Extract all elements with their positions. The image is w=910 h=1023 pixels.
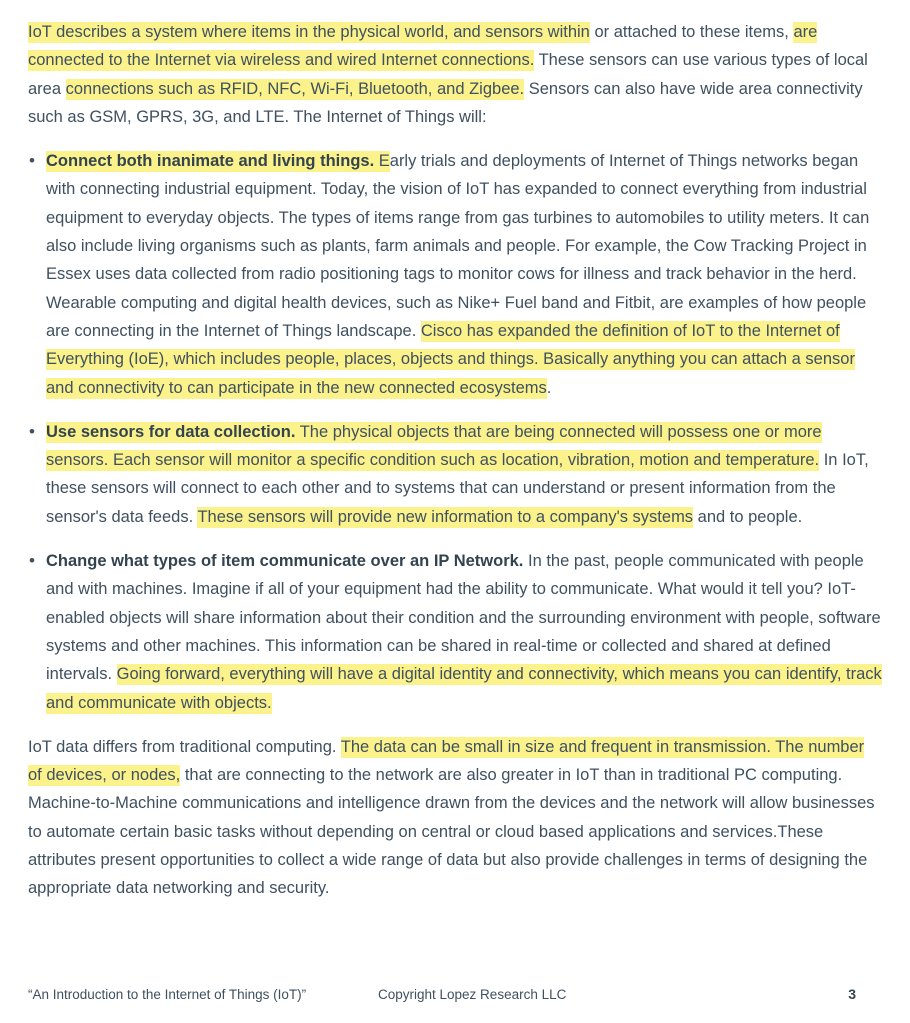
intro-text-3: are connected to the Internet via wireless and wired Internet connections.	[28, 23, 818, 70]
list-item	[28, 418, 882, 531]
footer-page-number: 3	[848, 986, 856, 1002]
highlight-span	[46, 151, 390, 172]
highlight-span	[28, 22, 590, 43]
bullet-1-text-2: Cisco has expanded the definition of IoT to the Internet of Everything (IoE), which includes people, places, objects and things. Basically anything you can attach a sensor and connectivity to can participate in the new connected ecosystems	[46, 321, 855, 397]
bullet-1-text-3: .	[546, 378, 552, 397]
bullet-2-text-2: In IoT, these sensors will connect to each other and to systems that can understand or present information from the sensor's data feeds.	[46, 451, 869, 526]
bullet-3-lead: Change what types of item communicate over an IP Network.	[46, 552, 524, 571]
bullet-1-lead: Connect both inanimate and living things.	[46, 152, 375, 171]
bullet-2-text-4: and to people.	[693, 507, 803, 526]
closing-text-1: IoT data differs from traditional computing.	[28, 737, 341, 756]
highlight-span	[197, 507, 693, 528]
intro-text-1: IoT describes a system where items in the physical world, and sensors within	[28, 23, 590, 41]
highlight-span	[46, 422, 822, 471]
closing-text-3: that are connecting to the network are also greater in IoT than in traditional PC computing. Machine-to-Machine communications and intelligence drawn from the devices and the network will allow businesses to automate certain basic tasks without depending on central or cloud based applications and services.These attributes present opportunities to collect a wide range of data but also provide challenges in terms of designing the appropriate data networking and security.	[28, 766, 875, 898]
bullet-1-text-1: arly trials and deployments of Internet of Things networks began with connecting industrial equipment. Today, the vision of IoT has expanded to connect everything from industrial equipment to everyday objects. The types of items range from gas turbines to automobiles to utility meters. It can also include living organisms such as plants, farm animals and people. For example, the Cow Tracking Project in Essex uses data collected from radio positioning tags to monitor cows for illness and track behavior in the herd. Wearable computing and digital health devices, such as Nike+ Fuel band and Fitbit, are examples of how people are connecting in the Internet of Things landscape.	[46, 152, 870, 340]
bullet-list	[28, 147, 882, 717]
intro-text-4: These sensors can use various types of local area	[28, 51, 868, 98]
footer-document-title: “An Introduction to the Internet of Things (IoT)”	[28, 986, 307, 1002]
bullet-2-text-3: These sensors will provide new information to a company's systems	[197, 507, 694, 526]
intro-text-5: connections such as RFID, NFC, Wi-Fi, Bluetooth, and Zigbee.	[65, 79, 525, 98]
highlight-span	[46, 664, 882, 713]
highlight-span	[66, 79, 525, 100]
intro-text-6: Sensors can also have wide area connectivity such as GSM, GPRS, 3G, and LTE. The Internet of Things will:	[28, 79, 863, 126]
bullet-2-text-1: The physical objects that are being connected will possess one or more sensors. Each sensor will monitor a specific condition such as location, vibration, motion and temperature.	[46, 422, 822, 470]
bullet-3-text-1: In the past, people communicated with people and with machines. Imagine if all of your equipment had the ability to communicate. What would it tell you? IoT-enabled objects will share information about their condition and the surrounding environment with people, software systems and other machines. This information can be shared in real-time or collected and shared at defined intervals.	[46, 552, 881, 684]
intro-text-2: or attached to these items,	[589, 23, 794, 41]
bullet-2-lead: Use sensors for data collection.	[46, 422, 296, 441]
list-item	[28, 547, 882, 717]
page-footer	[28, 983, 882, 1005]
list-item	[28, 147, 882, 402]
closing-paragraph	[28, 733, 882, 903]
intro-paragraph	[28, 18, 882, 131]
closing-text-2: The data can be small in size and frequent in transmission. The number of devices, or nodes,	[28, 737, 865, 785]
footer-copyright: Copyright Lopez Research LLC	[378, 986, 567, 1002]
bullet-1-lead-tail: E	[374, 152, 390, 171]
bullet-3-text-2: Going forward, everything will have a digital identity and connectivity, which means you can identify, track and communicate with objects.	[46, 665, 882, 712]
